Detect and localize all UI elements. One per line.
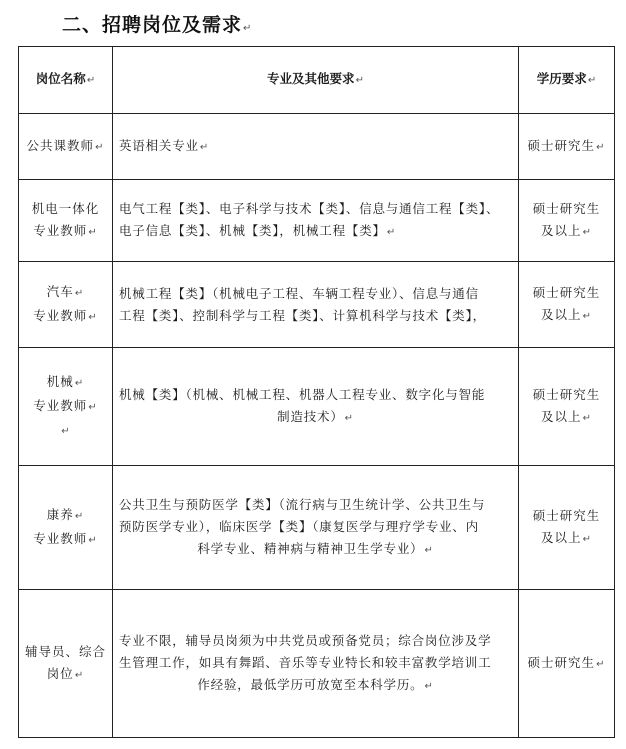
education-cell: 硕士研究生 及以上↵ <box>519 180 615 262</box>
paragraph-mark-icon: ↵ <box>243 23 253 34</box>
position-cell: 公共课教师↵ <box>19 114 113 180</box>
table-row <box>19 114 615 180</box>
table-row <box>19 466 615 590</box>
requirement-cell: 机械工程【类】（机械电子工程、车辆工程专业）、信息与通信 工程【类】、控制科学与工程【类】、计算机科学与技术【类】， <box>113 262 519 348</box>
header-position: 岗位名称↵ <box>19 47 113 114</box>
requirement-cell: 英语相关专业↵ <box>113 114 519 180</box>
position-cell: 机械↵ 专业教师↵ ↵ <box>19 348 113 466</box>
paragraph-mark-icon: ↵ <box>86 75 96 86</box>
paragraph-mark-icon: ↵ <box>355 75 364 86</box>
requirement-cell: 专业不限，辅导员岗须为中共党员或预备党员；综合岗位涉及学 生管理工作，如具有舞蹈、音乐等专业特长和较丰富教学培训工 作经验，最低学历可放宽至本科学历。↵ <box>113 590 519 738</box>
position-cell: 汽车↵ 专业教师↵ <box>19 262 113 348</box>
position-cell: 康养↵ 专业教师↵ <box>19 466 113 590</box>
table-row <box>19 590 615 738</box>
education-cell: 硕士研究生↵ <box>519 590 615 738</box>
recruitment-table <box>18 46 615 738</box>
education-cell: 硕士研究生 及以上↵ <box>519 262 615 348</box>
paragraph-mark-icon: ↵ <box>587 75 597 86</box>
requirement-cell: 电气工程【类】、电子科学与技术【类】、信息与通信工程【类】、 电子信息【类】、机械【类】，机械工程【类】↵ <box>113 180 519 262</box>
table-row <box>19 348 615 466</box>
table-header-row <box>19 47 615 114</box>
header-requirements: 专业及其他要求↵ <box>113 47 519 114</box>
position-cell: 辅导员、综合 岗位↵ <box>19 590 113 738</box>
education-cell: 硕士研究生 及以上↵ <box>519 348 615 466</box>
section-title-text: 二、招聘岗位及需求 <box>62 14 243 36</box>
education-cell: 硕士研究生 及以上↵ <box>519 466 615 590</box>
section-title <box>62 10 252 37</box>
table-row <box>19 262 615 348</box>
header-education: 学历要求↵ <box>519 47 615 114</box>
position-cell: 机电一体化 专业教师↵ <box>19 180 113 262</box>
education-cell: 硕士研究生↵ <box>519 114 615 180</box>
requirement-cell: 机械【类】（机械、机械工程、机器人工程专业、数字化与智能 制造技术）↵ <box>113 348 519 466</box>
table-row <box>19 180 615 262</box>
requirement-cell: 公共卫生与预防医学【类】（流行病与卫生统计学、公共卫生与 预防医学专业），临床医学【类】（康复医学与理疗学专业、内 科学专业、精神病与精神卫生学专业）↵ <box>113 466 519 590</box>
